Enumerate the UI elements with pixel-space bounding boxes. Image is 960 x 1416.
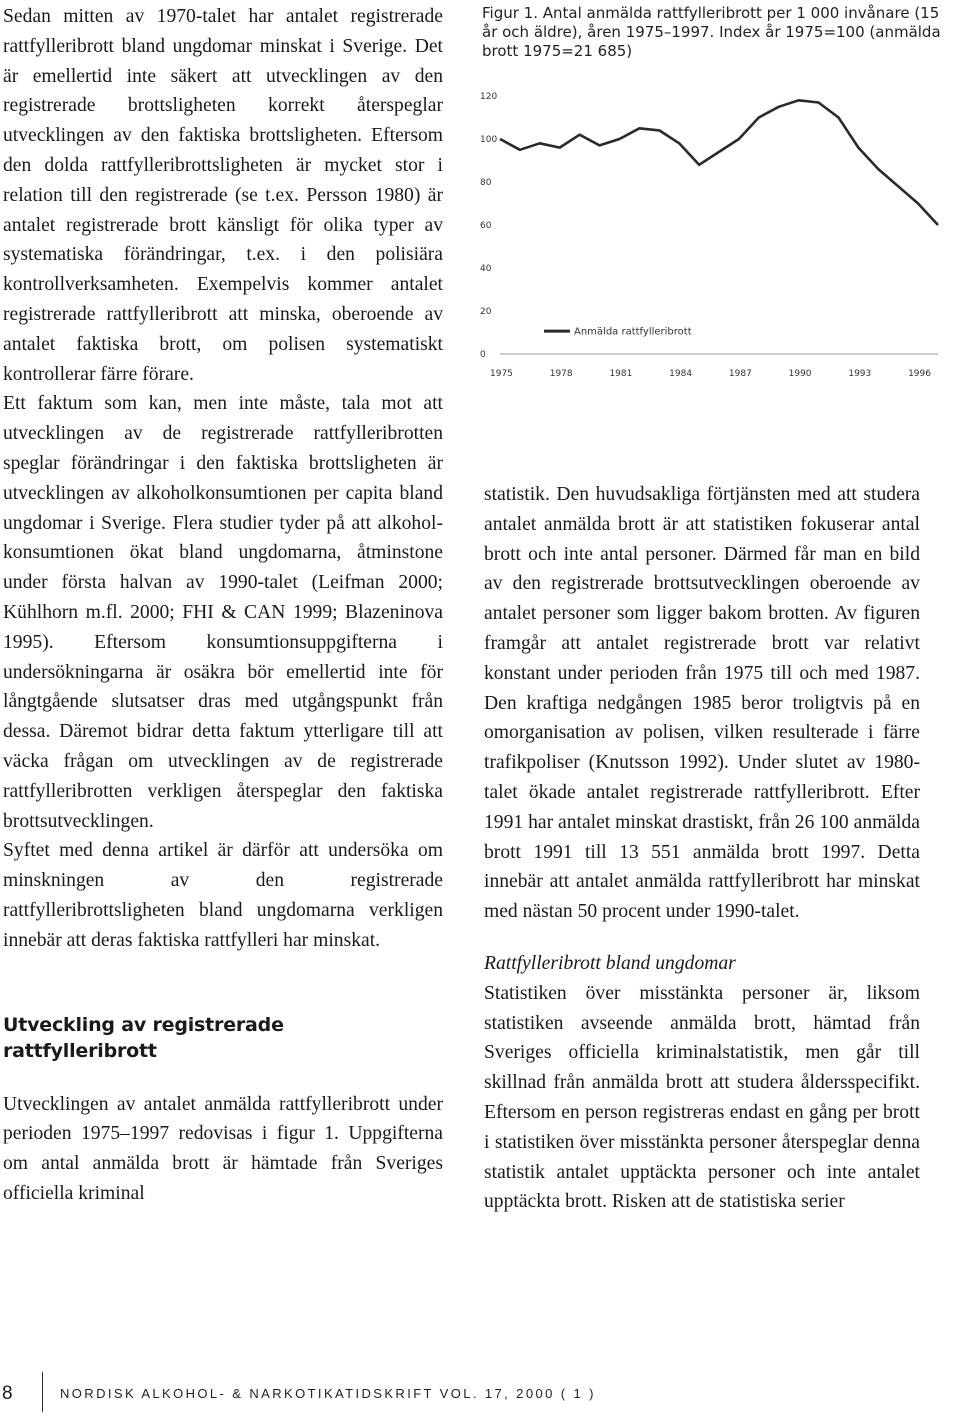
y-tick-label: 80 [480, 178, 492, 188]
paragraph: Syftet med denna artikel är därför att undersöka om minskningen av den registrerade rattfylleribrottsligheten bland ungdomarna verkligen innebär att deras faktiska rattfylleri har minskat. [3, 840, 443, 951]
figure-caption: Figur 1. Antal anmälda rattfylleribrott per 1 000 invånare (15 år och äldre), åren 1975–1997. Index år 1975=100 (anmälda brott 1975=21 685) [482, 4, 941, 60]
y-tick-label: 0 [480, 350, 486, 360]
paragraph: Utvecklingen av antalet anmälda rattfylleribrott under perioden 1975–1997 redovisas i figur 1. Uppgifterna om antal anmälda brott är hämtade från Sveriges officiella kriminal [3, 1093, 443, 1204]
x-tick-label: 1996 [908, 369, 931, 379]
x-tick-label: 1978 [549, 369, 573, 379]
footer-divider [42, 1372, 43, 1412]
x-tick-label: 1984 [669, 369, 693, 379]
x-tick-label: 1987 [728, 369, 752, 379]
paragraph: Ett faktum som kan, men inte måste, tala mot att utvecklingen av de registrerade rattfylleribrotten speglar förändringar i den faktiska brottsligheten är utvecklingen av alkoholkonsumtionen per capita bland ungdomar i Sverige. Flera studier tyder på att alkoholkonsumtionen ökat bland ungdomarna, åtminstone under första halvan av 1990-talet (Leifman 2000; Kühlhorn m.fl. 2000; FHI & CAN 1999; Blazeninova 1995). Eftersom konsumtionsuppgifterna i undersökningarna är osäkra bör emellertid inte för långtgående slutsatser dras med utgångspunkt från dessa. Däremot bidrar detta faktum ytterligare till att väcka frågan om utvecklingen av de registrerade rattfylleribrotten verkligen återspeglar den faktiska brottsutvecklingen. [3, 393, 443, 832]
y-axis-ticks [480, 92, 497, 360]
y-tick-label: 20 [480, 307, 492, 317]
line-chart [476, 82, 946, 382]
paragraph: Statistiken över misstänkta personer är, liksom statistiken avseende anmälda brott, hämtad från Sveriges officiella kriminalstatistik, men går till skillnad från anmälda brott att studera åldersspecifikt. Eftersom en person registreras endast en gång per brott i statistiken över misstänkta personer återspeglar denna statistik antalet upptäckta personer och inte antalet upptäckta brott. Risken att de statistiska serier [484, 982, 920, 1213]
right-column [484, 480, 920, 1217]
section-heading: Utveckling av registrerade rattfylleribrott [3, 1013, 284, 1062]
x-tick-label: 1990 [788, 369, 812, 379]
legend-label: Anmälda rattfylleribrott [574, 326, 692, 338]
x-tick-label: 1993 [848, 369, 872, 379]
x-tick-label: 1975 [490, 369, 513, 379]
y-tick-label: 40 [480, 264, 492, 274]
series-line [500, 100, 938, 225]
subheading: Rattfylleribrott bland ungdomar [484, 952, 736, 974]
y-tick-label: 120 [480, 92, 498, 102]
paragraph: Sedan mitten av 1970-talet har antalet registrerade rattfylleribrott bland ungdomar minskat i Sverige. Det är emellertid inte säkert att utvecklingen av den registrerade brottsligheten korrekt återspeglar utvecklingen av den faktiska brottsligheten. Eftersom den dolda rattfylleribrottsligheten är mycket stor i relation till den registrerade (se t.ex. Persson 1980) är antalet registrerade brott känsligt för olika typer av systematiska förändringar, t.ex. i den polisiära kontrollverksamheten. Exempelvis kommer antalet registrerade rattfylleribrott att minska, oberoende av antalet faktiska brott, om polisen systematiskt kontrollerar färre förare. [3, 6, 443, 385]
y-tick-label: 100 [480, 135, 498, 145]
journal-title: NORDISK ALKOHOL- & NARKOTIKATIDSKRIFT VOL. 17, 2000 ( 1 ) [60, 1386, 596, 1401]
paragraph: statistik. Den huvudsakliga förtjänsten med att studera antalet anmälda brott är att statistiken fokuserar antal brott och inte antal personer. Därmed får man en bild av den registrerade brottsutvecklingen oberoende av antalet personer som ligger bakom brotten. Av figuren framgår att antalet registrerade brott var relativt konstant under perioden från 1975 till och med 1987. Den kraftiga nedgången 1985 beror troligtvis på en omorganisation av polisen, vilken resulterade i färre trafikpoliser (Knutsson 1992). Under slutet av 1980-talet ökade antalet registrerade rattfylleribrott. Efter 1991 har antalet minskat drastiskt, från 26 100 anmälda brott 1991 till 13 551 anmälda brott 1997. Detta innebär att antalet anmälda rattfylleribrott har minskat med nästan 50 procent under 1990-talet. [484, 484, 920, 923]
page-number: 8 [2, 1383, 13, 1404]
x-axis-ticks [490, 369, 931, 379]
left-column [3, 2, 443, 1209]
x-tick-label: 1981 [609, 369, 633, 379]
page-footer [0, 1372, 960, 1416]
y-tick-label: 60 [480, 221, 492, 231]
